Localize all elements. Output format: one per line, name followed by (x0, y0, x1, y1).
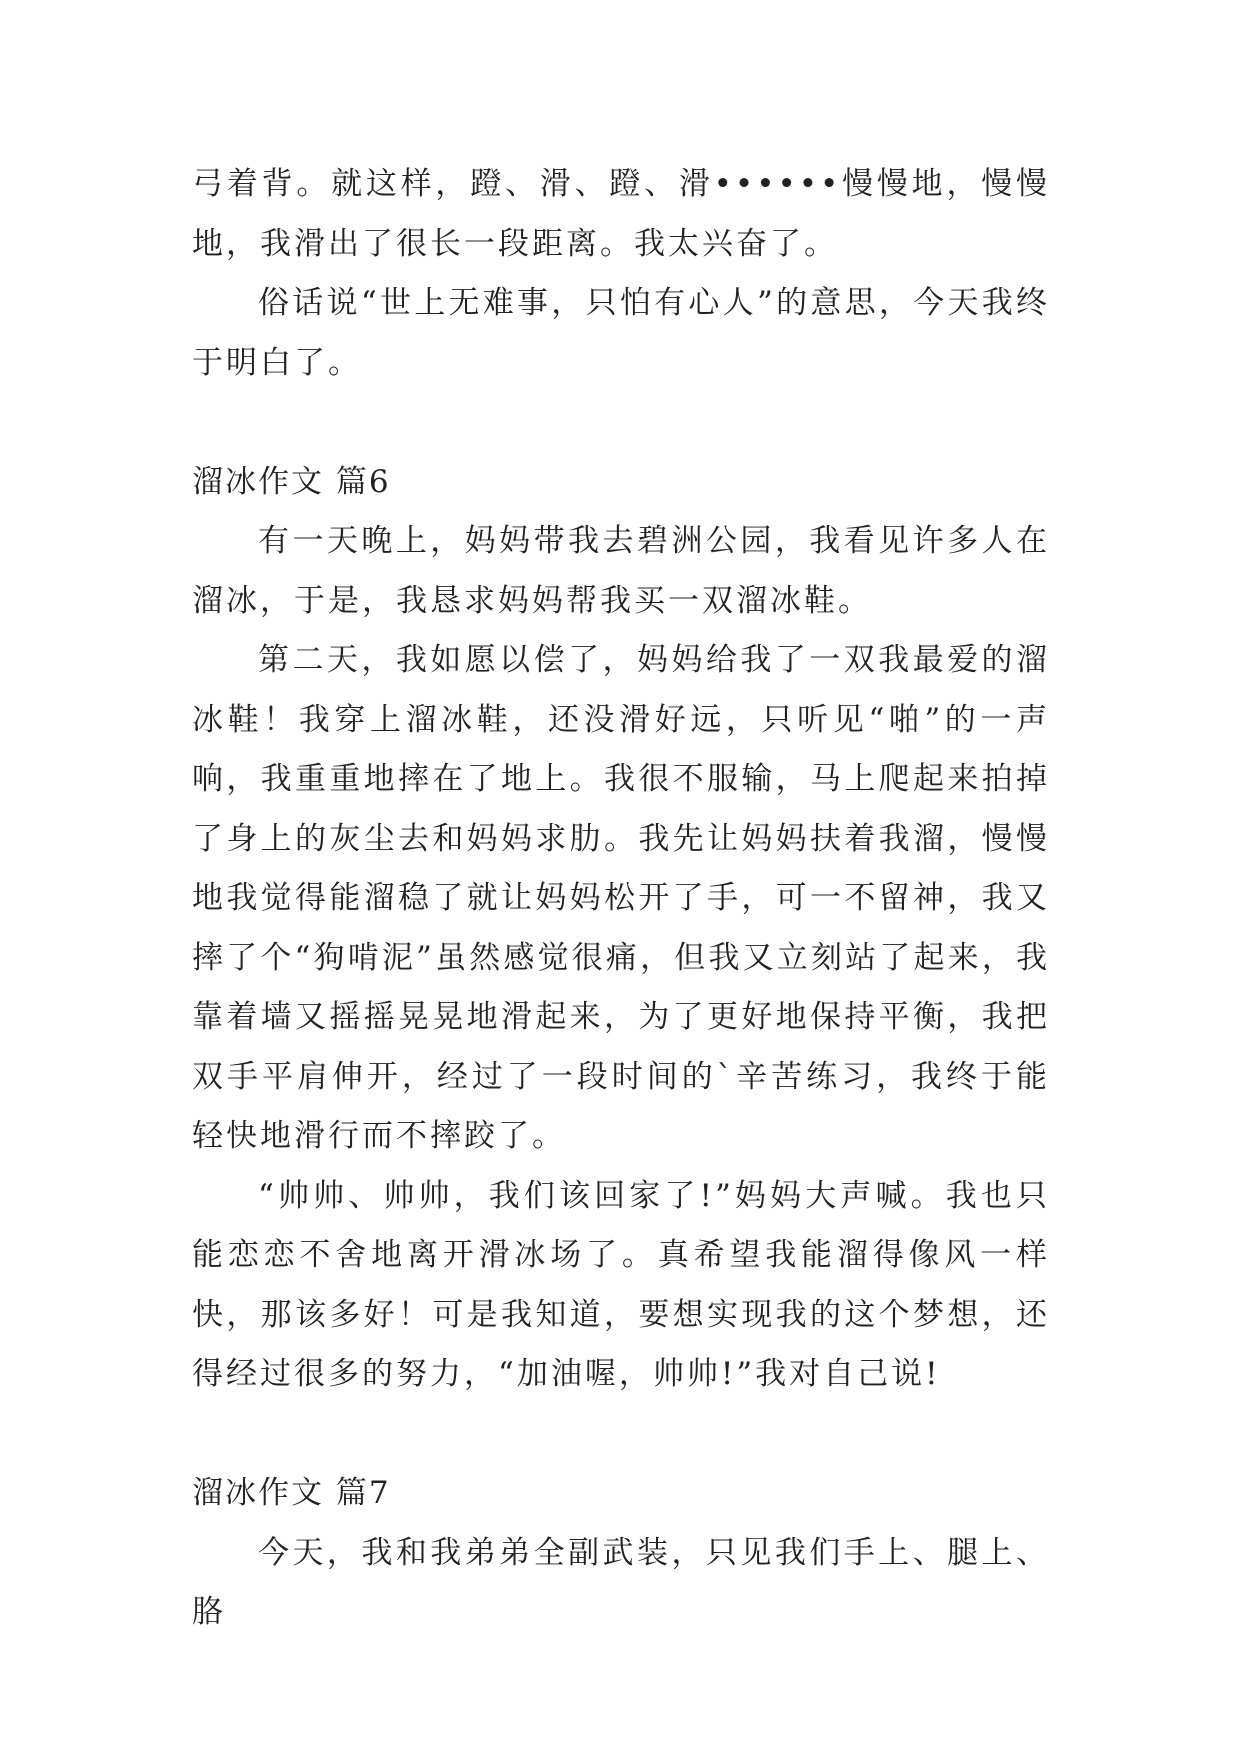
paragraph: 有一天晚上，妈妈带我去碧洲公园，我看见许多人在溜冰，于是，我恳求妈妈帮我买一双溜冰鞋。 (192, 523, 1050, 619)
paragraph: “帅帅、帅帅，我们该回家了!”妈妈大声喊。我也只能恋恋不舍地离开滑冰场了。真希望我能溜得像风一样快，那该多好！可是我知道，要想实现我的这个梦想，还得经过很多的努力，“加油喔，帅帅!”我对自己说! (192, 1177, 1050, 1392)
document-body (192, 155, 1050, 1643)
section-gap (192, 1405, 1050, 1465)
paragraph: 俗话说“世上无难事，只怕有心人”的意思，今天我终于明白了。 (192, 285, 1050, 381)
section-gap (192, 393, 1050, 453)
section-heading-6: 溜冰作文 篇6 (192, 463, 391, 500)
section-heading-7: 溜冰作文 篇7 (192, 1475, 391, 1511)
paragraph-continued: 弓着背。就这样，蹬、滑、蹬、滑••••••慢慢地，慢慢地，我滑出了很长一段距离。我太兴奋了。 (192, 166, 1050, 262)
paragraph: 第二天，我如愿以偿了，妈妈给我了一双我最爱的溜冰鞋！我穿上溜冰鞋，还没滑好远，只听见“啪”的一声响，我重重地摔在了地上。我很不服输，马上爬起来拍掉了身上的灰尘去和妈妈求肋。我先让妈妈扶着我溜，慢慢地我觉得能溜稳了就让妈妈松开了手，可一不留神，我又摔了个“狗啃泥”虽然感觉很痛，但我又立刻站了起来，我靠着墙又摇摇晃晃地滑起来，为了更好地保持平衡，我把双手平肩伸开，经过了一段时间的`辛苦练习，我终于能轻快地滑行而不摔跤了。 (192, 642, 1050, 1154)
paragraph: 今天，我和我弟弟全副武装，只见我们手上、腿上、胳 (192, 1534, 1050, 1630)
